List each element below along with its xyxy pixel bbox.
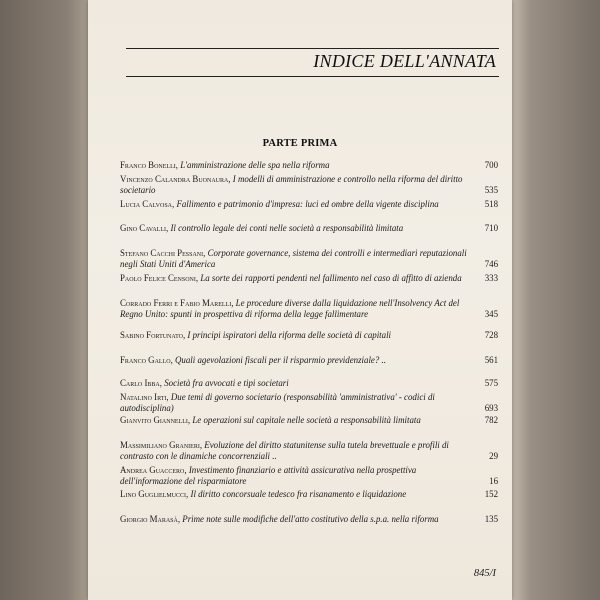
- index-entry: [120, 392, 498, 414]
- index-entry: [120, 273, 498, 284]
- index-entry: [120, 223, 498, 234]
- entry-author: Gino Cavalli: [120, 223, 166, 233]
- entry-author: Sabino Fortunato: [120, 330, 183, 340]
- entry-author: Gianvito Giannelli: [120, 415, 188, 425]
- entry-author: Lino Guglielmucci: [120, 489, 187, 499]
- entry-title: I modelli di amministrazione e controllo nella riforma del diritto societario: [120, 174, 463, 195]
- entry-text: Stefano Cacchi Pessani, Corporate governance, sistema dei controlli e intermediari reputazionali negli Stati Uniti d'America: [120, 248, 467, 269]
- entry-page-number: 693: [484, 403, 498, 413]
- entry-author: Massimiliano Granieri: [120, 440, 200, 450]
- index-entry: [120, 465, 498, 487]
- entry-text: Paolo Felice Censoni, La sorte dei rapporti pendenti nel fallimento nel caso di affitto di azienda: [120, 273, 462, 283]
- entry-title: Società fra avvocati e tipi societari: [164, 378, 289, 388]
- entry-author: Giorgio Marasà: [120, 514, 178, 524]
- index-entry: [120, 378, 498, 389]
- index-entry: [120, 248, 498, 270]
- page-header-title: INDICE DELL'ANNATA: [313, 51, 496, 71]
- entry-text: Lucia Calvosa, Fallimento e patrimonio d'impresa: luci ed ombre della vigente disciplina: [120, 199, 439, 209]
- entry-page-number: 333: [484, 273, 498, 283]
- entry-text: Franco Gallo, Quali agevolazioni fiscali per il risparmio previdenziale? ..: [120, 355, 386, 365]
- entry-text: Gianvito Giannelli, Le operazioni sul capitale nelle società a responsabilità limitata: [120, 415, 421, 425]
- index-entry: [120, 440, 498, 462]
- entry-page-number: 746: [484, 259, 498, 269]
- entry-author: Carlo Ibba: [120, 378, 160, 388]
- entry-title: Quali agevolazioni fiscali per il risparmio previdenziale? ..: [175, 355, 386, 365]
- entry-author: Franco Gallo: [120, 355, 171, 365]
- entry-title: Investimento finanziario e attività assicurativa nella prospettiva dell'informazione del risparmiatore: [120, 465, 417, 486]
- entry-page-number: 782: [484, 415, 498, 425]
- entry-author: Paolo Felice Censoni: [120, 273, 196, 283]
- index-entry: [120, 514, 498, 525]
- index-entry: [120, 355, 498, 366]
- entry-author: Natalino Irti: [120, 392, 167, 402]
- entry-title: Prime note sulle modifiche dell'atto costitutivo della s.p.a. nella riforma: [182, 514, 439, 524]
- entry-page-number: 575: [484, 378, 498, 388]
- entry-page-number: 561: [484, 355, 498, 365]
- entry-text: Gino Cavalli, Il controllo legale dei conti nelle società a responsabilità limitata: [120, 223, 404, 233]
- entry-text: Massimiliano Granieri, Evoluzione del diritto statunitense sulla tutela brevettuale e profili di contrasto con le dinamiche concorrenziali ..: [120, 440, 449, 461]
- index-entry: [120, 298, 498, 320]
- header-rule-bottom: [126, 76, 499, 77]
- entry-text: Carlo Ibba, Società fra avvocati e tipi societari: [120, 378, 289, 388]
- entry-title: Corporate governance, sistema dei controlli e intermediari reputazionali negli Stati Uniti d'America: [120, 248, 467, 269]
- entry-page-number: 728: [484, 330, 498, 340]
- entry-text: Sabino Fortunato, I principi ispiratori della riforma delle società di capitali: [120, 330, 392, 340]
- entry-page-number: 710: [484, 223, 498, 233]
- entry-page-number: 345: [484, 309, 498, 319]
- entry-title: Due temi di governo societario (responsabilità 'amministrativa' - codici di autodisciplina): [120, 392, 435, 413]
- entry-text: Andrea Guaccero, Investimento finanziario e attività assicurativa nella prospettiva dell'informazione del risparmiatore: [120, 465, 417, 486]
- entry-author: Lucia Calvosa: [120, 199, 173, 209]
- entry-author: Vincenzo Calandra Buonaura: [120, 174, 229, 184]
- entry-text: Lino Guglielmucci, Il diritto concorsuale tedesco fra risanamento e liquidazione: [120, 489, 407, 499]
- entry-title: L'amministrazione delle spa nella riforma: [180, 160, 330, 170]
- index-entry: [120, 415, 498, 426]
- index-entry: [120, 330, 498, 341]
- entry-title: Il controllo legale dei conti nelle società a responsabilità limitata: [170, 223, 404, 233]
- entry-text: Franco Bonelli, L'amministrazione delle spa nella riforma: [120, 160, 330, 170]
- background-right: [508, 0, 600, 600]
- entry-page-number: 535: [484, 185, 498, 195]
- index-entry: [120, 199, 498, 210]
- entry-text: Vincenzo Calandra Buonaura, I modelli di amministrazione e controllo nella riforma del diritto societario: [120, 174, 463, 195]
- entry-author: Andrea Guaccero: [120, 465, 185, 475]
- entry-page-number: 135: [484, 514, 498, 524]
- page-folio: 845/I: [473, 568, 496, 579]
- entry-page-number: 152: [484, 489, 498, 499]
- entry-author: Corrado Ferri e Fabio Marelli: [120, 298, 232, 308]
- entry-page-number: 518: [484, 199, 498, 209]
- entry-text: Corrado Ferri e Fabio Marelli, Le procedure diverse dalla liquidazione nell'Insolvency Act del Regno Unito: spunti in prospettiva di riforma della legge fallimentare: [120, 298, 460, 319]
- index-entry: [120, 174, 498, 196]
- entry-title: La sorte dei rapporti pendenti nel fallimento nel caso di affitto di azienda: [200, 273, 462, 283]
- background-left: [0, 0, 96, 600]
- entry-title: Le procedure diverse dalla liquidazione nell'Insolvency Act del Regno Unito: spunti in prospettiva di riforma della legge fallimentare: [120, 298, 460, 319]
- entry-title: I principi ispiratori della riforma delle società di capitali: [187, 330, 392, 340]
- entry-page-number: 29: [489, 451, 498, 461]
- entry-author: Stefano Cacchi Pessani: [120, 248, 204, 258]
- entry-title: Evoluzione del diritto statunitense sulla tutela brevettuale e profili di contrasto con le dinamiche concorrenziali ..: [120, 440, 449, 461]
- entry-text: Giorgio Marasà, Prime note sulle modifiche dell'atto costitutivo della s.p.a. nella riforma: [120, 514, 439, 524]
- book-page: [88, 0, 512, 600]
- section-title: PARTE PRIMA: [262, 138, 338, 149]
- index-entry: [120, 160, 498, 171]
- header-rule-top: [126, 48, 499, 49]
- index-entry: [120, 489, 498, 500]
- entry-page-number: 700: [484, 160, 498, 170]
- entry-title: Fallimento e patrimonio d'impresa: luci ed ombre della vigente disciplina: [176, 199, 439, 209]
- entry-page-number: 16: [489, 476, 498, 486]
- entry-title: Il diritto concorsuale tedesco fra risanamento e liquidazione: [190, 489, 407, 499]
- entry-author: Franco Bonelli: [120, 160, 176, 170]
- entry-title: Le operazioni sul capitale nelle società a responsabilità limitata: [192, 415, 421, 425]
- entry-text: Natalino Irti, Due temi di governo societario (responsabilità 'amministrativa' - codici di autodisciplina): [120, 392, 435, 413]
